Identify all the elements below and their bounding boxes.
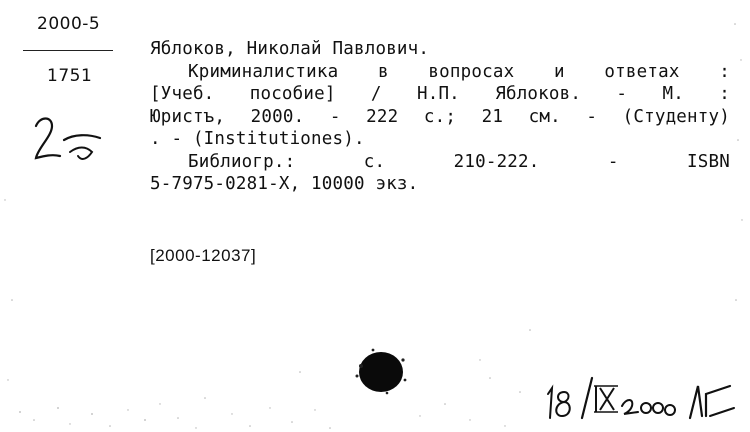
- title-line-3: Юристъ, 2000. - 222 с.; 21 см. - (Студенту): [150, 106, 730, 127]
- note-line-1: Библиогр.: с. 210-222. - ISBN: [188, 151, 730, 172]
- handwritten-date: [540, 372, 745, 426]
- title-line-1: Криминалистика в вопросах и ответах :: [188, 61, 730, 82]
- handwritten-initials: [30, 112, 110, 168]
- registration-number: [2000-12037]: [150, 246, 257, 265]
- code-divider: [23, 50, 113, 51]
- ink-blot: [353, 346, 409, 396]
- author-heading: Яблоков, Николай Павлович.: [150, 39, 430, 59]
- note-line-2: 5-7975-0281-Х, 10000 экз.: [150, 174, 419, 194]
- shelf-code-top: 2000-5: [37, 14, 101, 34]
- shelf-code-bottom: 1751: [47, 66, 93, 86]
- title-line-4: . - (Institutiones).: [150, 129, 365, 149]
- bibliographic-record: [150, 38, 730, 196]
- title-line-2: [Учеб. пособие] / Н.П. Яблоков. - М. :: [150, 84, 730, 104]
